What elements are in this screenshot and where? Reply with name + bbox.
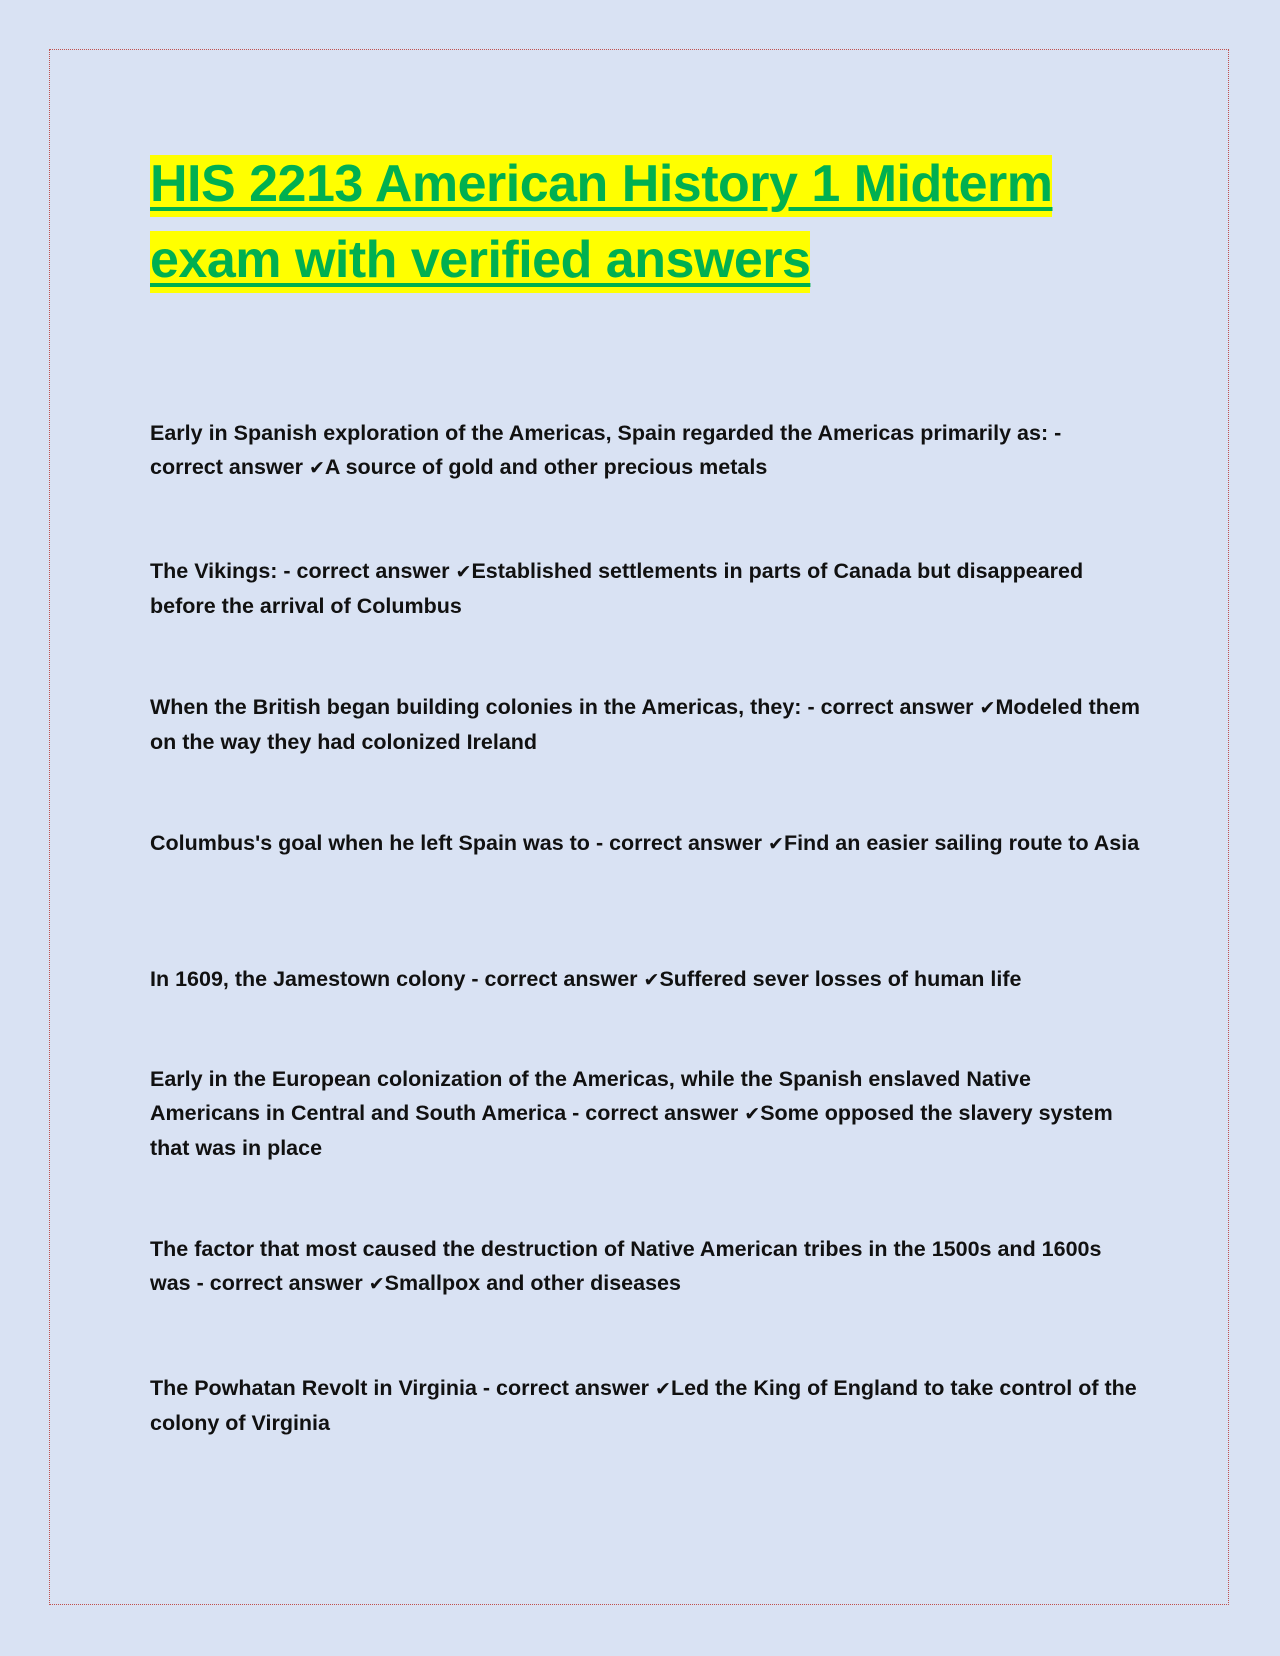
qa-item xyxy=(150,1232,1140,1301)
question-text: The factor that most caused the destruction of Native American tribes in the 1500s and 1600s was xyxy=(150,1237,1102,1295)
answer-prefix: - correct answer xyxy=(572,1101,739,1125)
question-text: Early in the European colonization of the Americas, while the Spanish enslaved Native Americans in Central and South America xyxy=(150,1067,1031,1125)
answer-text: Suffered sever losses of human life xyxy=(659,967,1022,991)
answer-prefix: - correct answer xyxy=(471,967,638,991)
answer-text: Smallpox and other diseases xyxy=(384,1271,681,1295)
qa-item xyxy=(150,1062,1140,1165)
answer-text: Modeled them on the way they had colonized Ireland xyxy=(150,695,1140,754)
answer-prefix: - correct answer xyxy=(482,1376,650,1400)
answer-prefix: - correct answer xyxy=(595,831,763,855)
question-text: In 1609, the Jamestown colony xyxy=(150,967,466,991)
checkmark-icon: ✔ xyxy=(455,561,472,583)
document-title-text: HIS 2213 American History 1 Midterm exam with verified answers xyxy=(150,155,1052,293)
checkmark-icon: ✔ xyxy=(979,697,996,719)
qa-item xyxy=(150,826,1140,861)
question-text: The Vikings: xyxy=(150,559,278,583)
document-title xyxy=(150,146,1140,298)
qa-item xyxy=(150,1371,1140,1440)
checkmark-icon: ✔ xyxy=(655,1378,671,1400)
answer-prefix: - correct answer xyxy=(196,1271,363,1295)
question-text: Columbus's goal when he left Spain was to xyxy=(150,831,590,855)
answer-text: Some opposed the slavery system that was in place xyxy=(150,1101,1113,1160)
answer-prefix: - correct answer xyxy=(807,695,974,719)
question-text: The Powhatan Revolt in Virginia xyxy=(150,1376,477,1400)
answer-text: Led the King of England to take control of the colony of Virginia xyxy=(150,1376,1137,1435)
question-text: When the British began building colonies in the Americas, they: xyxy=(150,695,802,719)
document-content xyxy=(150,146,1140,1435)
checkmark-icon: ✔ xyxy=(368,1273,385,1295)
checkmark-icon: ✔ xyxy=(768,833,784,855)
checkmark-icon: ✔ xyxy=(744,1103,761,1125)
qa-item xyxy=(150,416,1140,485)
answer-text: A source of gold and other precious metals xyxy=(324,455,768,479)
qa-item xyxy=(150,554,1140,623)
answer-text: Find an easier sailing route to Asia xyxy=(783,831,1140,855)
answer-prefix: - correct answer xyxy=(283,559,450,583)
checkmark-icon: ✔ xyxy=(308,457,325,479)
qa-item xyxy=(150,962,1140,997)
question-text: Early in Spanish exploration of the Americas, Spain regarded the Americas primarily as: xyxy=(150,421,1049,445)
checkmark-icon: ✔ xyxy=(643,969,660,991)
qa-item xyxy=(150,690,1140,759)
answer-text: Established settlements in parts of Canada but disappeared before the arrival of Columbus xyxy=(150,559,1084,618)
answer-prefix: - correct answer xyxy=(150,421,1062,479)
